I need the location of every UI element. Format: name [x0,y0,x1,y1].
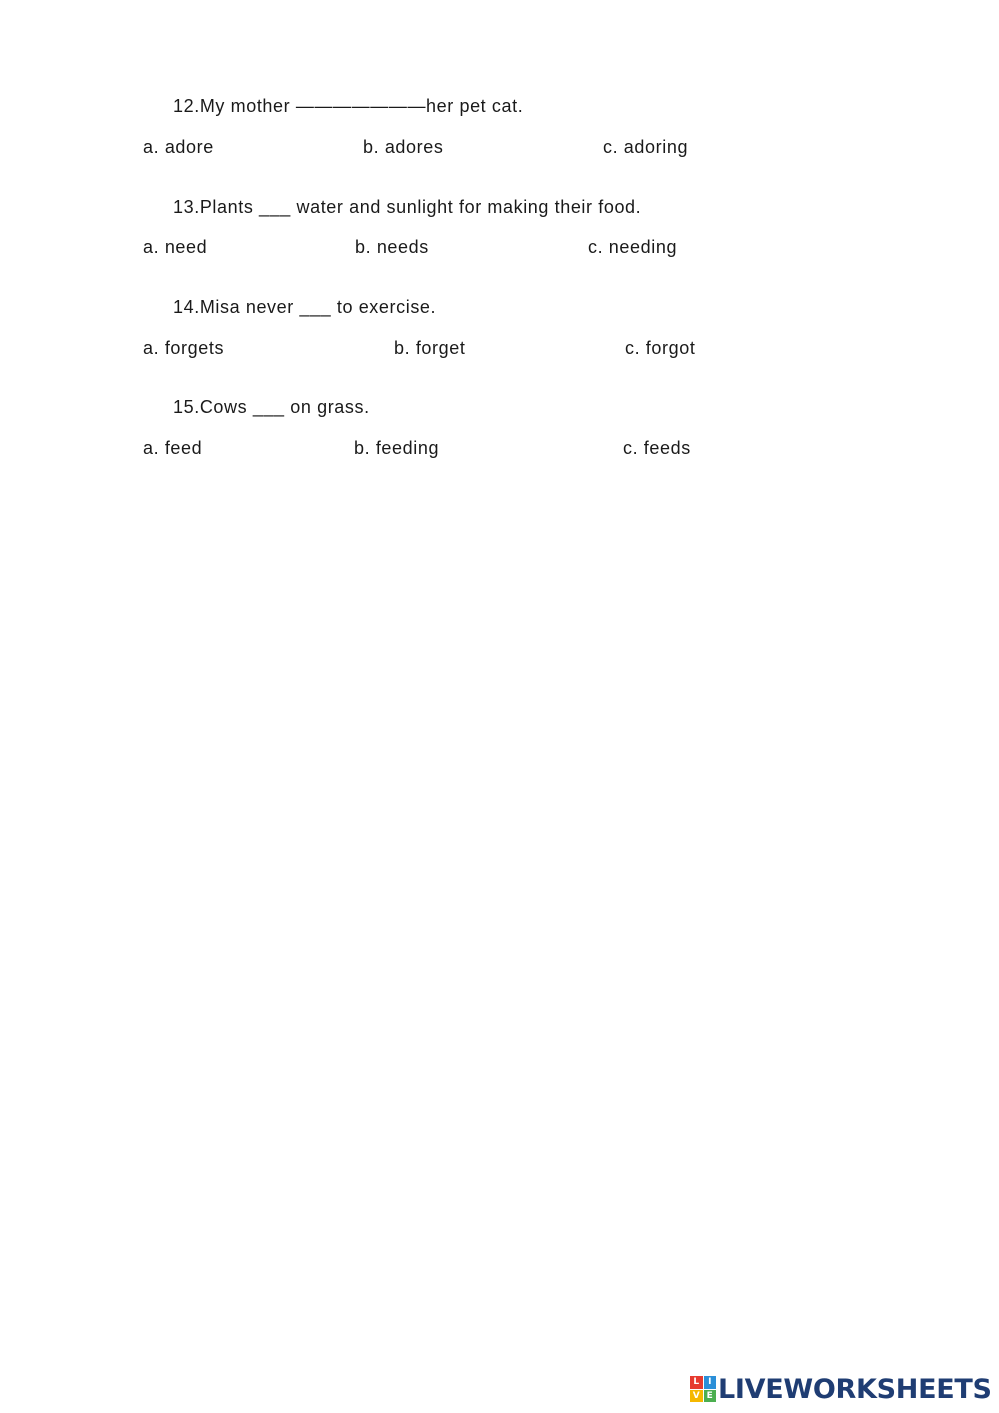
question-stem: 15.Cows ___ on grass. [173,397,370,417]
liveworksheets-logo [690,1372,992,1406]
option-c[interactable]: c. needing [588,237,678,257]
option-c[interactable]: c. forgot [625,338,696,358]
question-stem: 13.Plants ___ water and sunlight for making their food. [173,197,642,217]
option-a[interactable]: a. forgets [143,338,225,358]
logo-mark-icon [690,1376,716,1402]
option-b[interactable]: b. forget [394,338,466,358]
question-stem: 14.Misa never ___ to exercise. [173,297,437,317]
option-a[interactable]: a. need [143,237,208,257]
logo-mark-letter: L [690,1376,703,1389]
option-b[interactable]: b. feeding [354,438,440,458]
option-c[interactable]: c. adoring [603,137,689,157]
option-b[interactable]: b. needs [355,237,429,257]
logo-mark-letter: E [704,1390,717,1403]
option-a[interactable]: a. feed [143,438,203,458]
option-a[interactable]: a. adore [143,137,214,157]
option-b[interactable]: b. adores [363,137,444,157]
logo-mark-letter: I [704,1376,717,1389]
option-c[interactable]: c. feeds [623,438,691,458]
logo-mark-letter: V [690,1390,703,1403]
logo-text: LIVEWORKSHEETS [718,1373,992,1405]
question-stem: 12.My mother ———————her pet cat. [173,96,524,116]
